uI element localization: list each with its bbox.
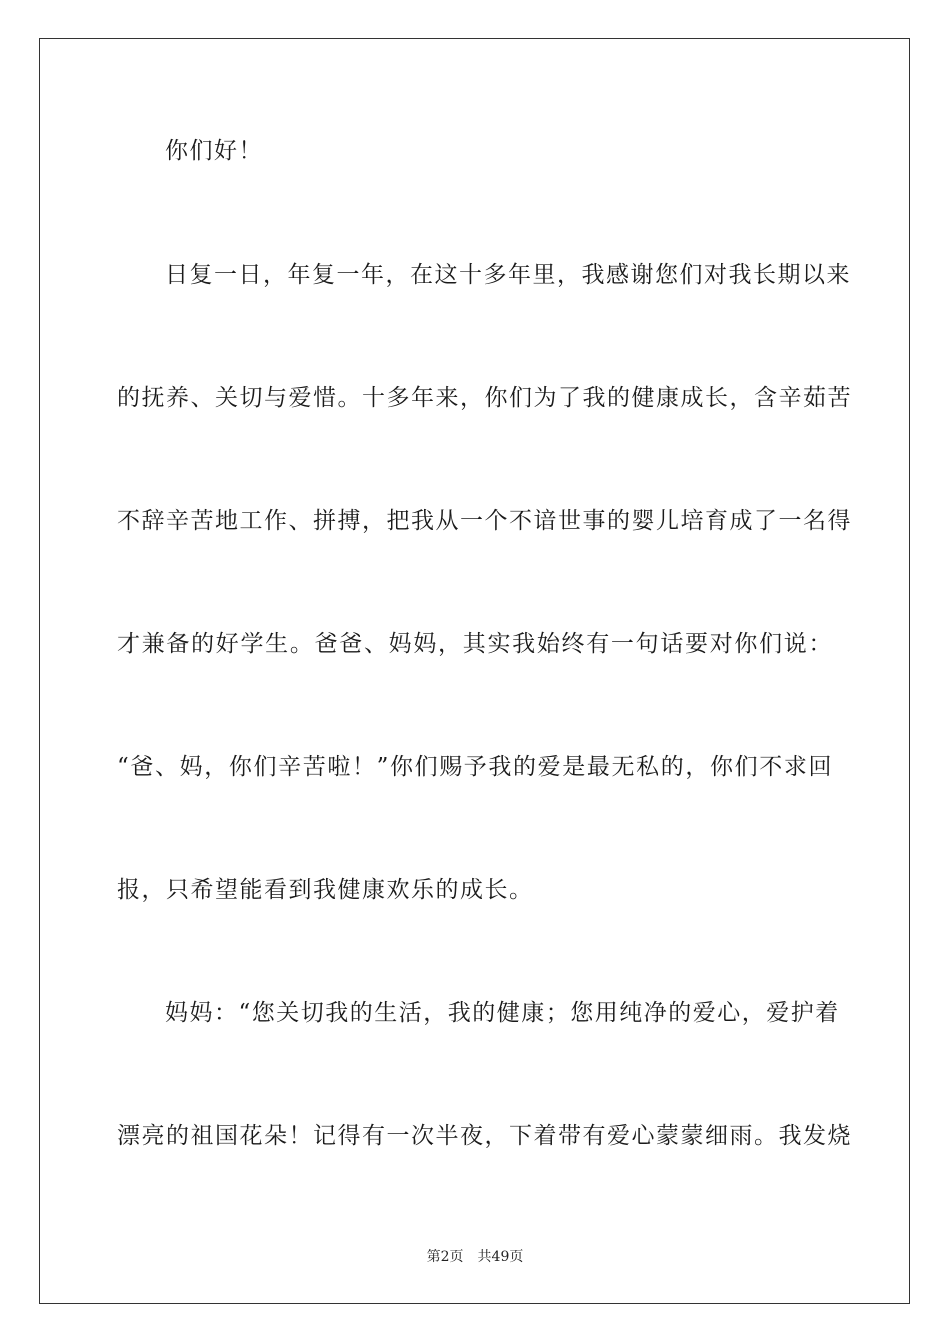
text-line-7: 妈妈：“您关切我的生活，我的健康；您用纯净的爱心，爱护着 [165, 1000, 840, 1026]
text-line-5: “爸、妈，你们辛苦啦！”你们赐予我的爱是最无私的，你们不求回 [117, 754, 833, 780]
page-total: 共49页 [477, 1249, 524, 1265]
text-line-greeting: 你们好！ [165, 138, 263, 164]
text-line-6: 报，只希望能看到我健康欢乐的成长。 [117, 877, 534, 903]
text-line-2: 的抚养、关切与爱惜。十多年来，你们为了我的健康成长，含辛茹苦 [117, 385, 852, 411]
page-number: 第2页 [426, 1249, 464, 1265]
text-line-8: 漂亮的祖国花朵！记得有一次半夜，下着带有爱心蒙蒙细雨。我发烧 [117, 1123, 852, 1149]
page-border [39, 38, 910, 1304]
page-footer [0, 1248, 950, 1266]
text-line-1: 日复一日，年复一年，在这十多年里，我感谢您们对我长期以来 [165, 262, 851, 288]
text-line-3: 不辞辛苦地工作、拼搏，把我从一个不谙世事的婴儿培育成了一名得 [117, 508, 852, 534]
text-line-4: 才兼备的好学生。爸爸、妈妈，其实我始终有一句话要对你们说： [117, 631, 833, 657]
